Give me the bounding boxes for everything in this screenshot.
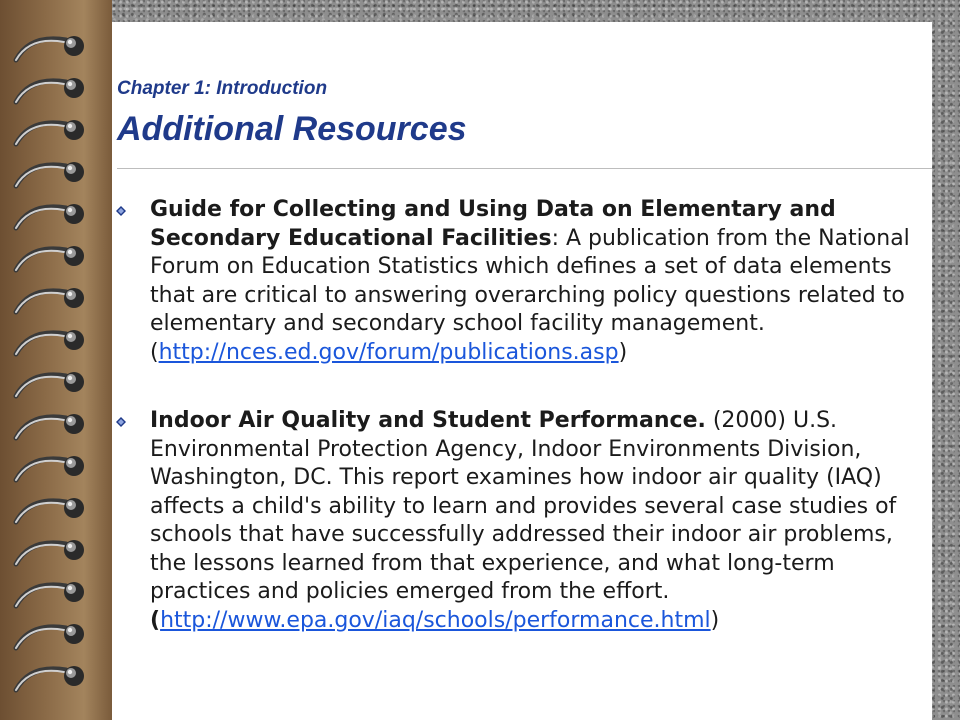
page-title: Additional Resources [117, 110, 467, 148]
binder-ring-icon [0, 660, 112, 696]
binder-ring-icon [0, 534, 112, 570]
title-divider [117, 168, 932, 169]
resource-link[interactable]: http://nces.ed.gov/forum/publications.asp [158, 339, 619, 365]
binder-ring-icon [0, 198, 112, 234]
resource-link-close: ) [710, 607, 720, 633]
binder-ring-icon [0, 72, 112, 108]
binder-ring-icon [0, 576, 112, 612]
binder-ring-icon [0, 240, 112, 276]
resource-title: Indoor Air Quality and Student Performance. [150, 408, 706, 433]
resource-item [116, 407, 932, 635]
resource-list [116, 196, 932, 675]
resource-link-close: ) [618, 339, 628, 365]
binder-ring-icon [0, 114, 112, 150]
resource-description: A publication from the National Forum on Education Statistics which defines a set of data elements that are critical to answering overarching policy questions related to elementary and secondary school facility management. ( [150, 225, 910, 365]
binder-ring-icon [0, 408, 112, 444]
binder-ring-icon [0, 366, 112, 402]
resource-description: (2000) U.S. Environmental Protection Agency, Indoor Environments Division, Washington, DC. This report examines how indoor air quality (IAQ) affects a child's ability to learn and provides several case studies of schools that have successfully addressed their indoor air problems, the lessons learned from that experience, and what long-term practices and policies emerged from the effort. [150, 408, 897, 604]
binder-spine [0, 0, 112, 720]
resource-link-open: ( [150, 607, 161, 633]
binder-ring-icon [0, 156, 112, 192]
binder-ring-icon [0, 618, 112, 654]
diamond-bullet-icon [116, 206, 126, 216]
resource-link[interactable]: http://www.epa.gov/iaq/schools/performance.html [160, 607, 711, 633]
binder-ring-icon [0, 282, 112, 318]
resource-separator: : [551, 225, 559, 251]
binder-ring-icon [0, 450, 112, 486]
diamond-bullet-icon [116, 417, 126, 427]
chapter-label: Chapter 1: Introduction [117, 78, 328, 99]
binder-ring-icon [0, 492, 112, 528]
resource-item [116, 196, 932, 367]
binder-ring-icon [0, 30, 112, 66]
binder-ring-icon [0, 324, 112, 360]
resource-title: Guide for Collecting and Using Data on Elementary and Secondary Educational Facilities [150, 197, 836, 251]
